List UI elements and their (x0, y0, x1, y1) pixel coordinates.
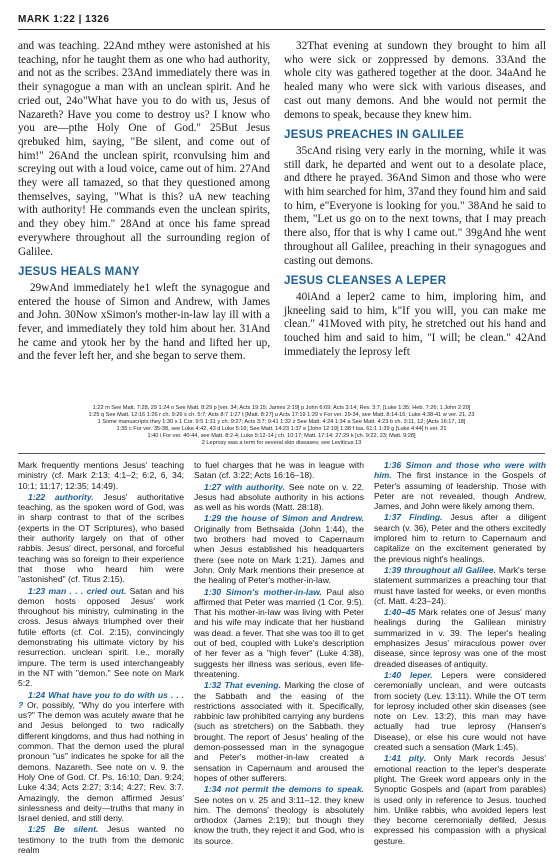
note-text: Jesus' authoritative teaching, as the spoken word of God, was in sharp contrast to that of the scribes (experts in the OT Scriptures), who based their authority largely on that of other rabbis. Jesus' direct, personal, and forceful teaching was so foreign to their experience that those who heard him were "astonished" (cf. Titus 2:15). (18, 491, 184, 585)
note-reference: 1:23 man . . . cried out. (28, 585, 127, 596)
note-text: Marking the close of the Sabbath and the easing of the restrictions associated with it. Specifically, rabbinic law prohibited carrying any burdens (such as stretchers) on the Sabbath. they brought. The report of Jesus' healing of the demon-possessed man in the synagogue and Peter's mother-in-law created a sensation in Capernaum and aroused the hopes of other sufferers. (194, 680, 364, 783)
note-text: Originally from Bethsaida (John 1:44), the two brothers had moved to Capernaum when Jesus established his headquarters there (see note on Mark 1:21). James and John. Only Mark mentions their presence at the healing of Peter's mother-in-law. (194, 523, 364, 586)
note-reference: 1:36 Simon and those who were with him. (374, 460, 546, 481)
study-note (18, 460, 184, 491)
note-reference: 1:39 throughout all Galilee. (384, 564, 496, 575)
study-note (18, 690, 184, 824)
note-reference: 1:40–45 (384, 607, 416, 618)
study-note (374, 512, 546, 563)
study-note (374, 670, 546, 752)
cross-reference-line: 1:40 i For ver. 40-44, see Matt. 8:2-4; Luke 5:12-14 j ch. 10:17; Matt. 17:14; 27:29 k [ch. 9:22, 23; Matt. 9:28] (147, 433, 416, 439)
study-note (374, 565, 546, 606)
note-reference: 1:22 authority. (28, 491, 94, 502)
study-notes-column-1 (18, 460, 184, 856)
study-note (194, 513, 364, 585)
cross-reference-line: 1 Some manuscripts they 1:30 x 1 Cor. 9:5 1:31 y ch. 9:27; Acts 3:7; 9:41 1:32 z See Matt. 4:24 1:34 a See Matt. 4:23 b ch. 3:11, 12; [Acts 16:17, 18] (97, 419, 466, 425)
note-reference: 1:27 with authority. (204, 481, 285, 492)
note-text: Paul also affirmed that Peter was married (1 Cor. 9:5). That his mother-in-law was living with Peter and his wife may indicate that her husband was dead. a fever. That she was too ill to get out of bed, coupled with Luke's description of her fever as a "high fever" (Luke 4:38), suggests her illness was serious, even life-threatening. (194, 586, 364, 679)
header-rule (18, 29, 545, 30)
cross-reference-line: 1:35 c For ver. 35-38, see Luke 4:42, 43 d Luke 5:16; See Matt. 14:23 1:37 e [John 12:19] 1:38 f Isa. 61:1 1:39 g [Luke 4:44] h ver. 21 (116, 426, 447, 432)
running-head: MARK 1:22 | 1326 (18, 14, 110, 25)
section-heading: JESUS CLEANSES A LEPER (284, 275, 447, 288)
study-note (194, 784, 364, 846)
cross-reference-line: 1:22 m See Matt. 7:28, 29 1:24 o See Matt. 8:29 p [ver. 34; Acts 19:15; James 2:19] p John 6:69; Acts 3:14; Rev. 3:7; [Luke 1:35; Heb. 7:26; 1 John 2:20] (92, 405, 471, 411)
note-text: Only Mark records Jesus' emotional reaction to the leper's desperate plight. The Greek word appears only in the Synoptic Gospels and (apart from parables) is used only in reference to Jesus. touched him. Unlike rabbis, who avoided lepers lest they become ceremonially defiled, Jesus expressed his compassion with a physical gesture. (374, 753, 546, 846)
section-heading: JESUS HEALS MANY (18, 266, 140, 279)
scripture-paragraph: 40iAnd a leper2 came to him, imploring him, and jkneeling said to him, k"If you will, you can make me clean." 41Moved with pity, he stretched out his hand and touched him and said to him, "I will; be clean." 42And immediately the leprosy left (284, 290, 546, 358)
scripture-paragraph: 35cAnd rising very early in the morning, while it was still dark, he departed and went out to a desolate place, and dthere he prayed. 36And Simon and those who were with him searched for him, 37and they found him and said to him, e"Everyone is looking for you." 38And he said to them, "Let us go on to the next towns, that I may preach there also, ffor that is why I came out." 39gAnd hhe went throughout all Galilee, preaching in their synagogues and casting out demons. (284, 144, 546, 267)
study-note (18, 492, 184, 585)
scripture-column-left (18, 40, 270, 364)
note-text: The first instance in the Gospels of Peter's assuming of leadership. Those with Peter are not revealed, though Andrew, James, and John were likely among them. (374, 470, 546, 512)
note-text: Jesus after a diligent search (v. 36), Peter and the others excitedly implored him to return to Capernaum and capitalize on the excitement generated by the previous night's healings. (374, 512, 546, 564)
note-reference: 1:30 Simon's mother-in-law. (204, 586, 322, 597)
study-note (374, 753, 546, 846)
note-text: to fuel charges that he was in league with Satan (cf. 3:22; Acts 16:16–18). (194, 460, 364, 481)
study-note (194, 587, 364, 680)
section-heading: JESUS PREACHES IN GALILEE (284, 129, 465, 142)
note-reference: 1:40 leper. (384, 669, 433, 680)
note-text: Jesus wanted no testimony to the truth from the demonic realm (18, 824, 184, 855)
scripture-paragraph: 29wAnd immediately he1 wleft the synagogue and entered the house of Simon and Andrew, with James and John. 30Now xSimon's mother-in-law lay ill with a fever, and immediately they told him about her. 31And he came and ytook her by the hand and lifted her up, and the fever left her, and she began to serve them. (18, 281, 270, 363)
cross-references (18, 405, 545, 447)
notes-rule (18, 453, 545, 454)
note-text: Lepers were considered ceremonially unclean, and were outcasts from society (Lev. 13:11). While the OT term for leprosy included other skin diseases (see note on Lev. 13:2), this man may have actually had true leprosy (Hansen's Disease), or else his cure would not have created such a sensation (Mark 1:45). (374, 669, 547, 753)
study-note (374, 607, 546, 669)
note-text: Mark relates one of Jesus' many healings during the Galilean ministry summarized in v. 39. The leper's healing emphasizes Jesus' miraculous power over disease, since leprosy was one of the most dreaded diseases of antiquity. (374, 607, 546, 669)
study-note (194, 482, 364, 513)
note-text: Mark's terse statement summarizes a preaching tour that must have lasted for weeks, or even months (cf. Matt. 4:23–24). (374, 564, 546, 606)
study-note (374, 460, 546, 511)
note-text: See note on v. 22. Jesus had absolute authority in his actions as well as his words (Matt. 28:18). (194, 481, 364, 513)
study-note (194, 680, 364, 783)
note-text: Satan and his demon hosts opposed Jesus' work throughout his ministry, culminating in the cross. Jesus always triumphed over their futile efforts (cf. Col. 2:15), convincingly demonstrating his ultimate victory by his resurrection. unclean spirit. I.e., morally impure. The term is used interchangeably in the NT with "demon." See note on Mark 5:2. (18, 585, 184, 689)
scripture-column-right (284, 40, 546, 359)
note-reference: 1:37 Finding. (384, 512, 443, 523)
note-reference: 1:41 pity. (384, 753, 427, 764)
scripture-paragraph: and was teaching. 22And mthey were astonished at his teaching, nfor he taught them as one who had authority, and not as the scribes. 23And immediately there was in their synagogue a man with an unclean spirit. And he cried out, 24o"What have you to do with us, Jesus of Nazareth? Have you come to destroy us? I know who you are—pthe Holy One of God." 25But Jesus qrebuked him, saying, "Be silent, and come out of him!" 26And the unclean spirit, rconvulsing him and screying out with a loud voice, came out of him. 27And they were all tamazed, so that they questioned among themselves, saying, "What is this? uA new teaching with authority! He commands even the unclean spirits, and they obey him." 28And at once his fame spread everywhere throughout all the surrounding region of Galilee. (18, 40, 270, 258)
note-text: Mark frequently mentions Jesus' teaching ministry (cf. Mark 2:13; 4:1–2; 6:2, 6, 34; 10:1; 11:17; 12:35; 14:49). (18, 460, 184, 491)
note-text: Or, possibly, "Why do you interfere with us?" The demon was acutely aware that he and Jesus belonged to two radically different kingdoms, and thus had nothing in common. That the demon used the plural pronoun "us" indicates he spoke for all the demons. Nazareth. See note on v. 9. the Holy One of God. Cf. Ps. 16:10; Dan. 9:24; Luke 4:34; Acts 2:27; 3:14; 4:27; Rev. 3:7. Amazingly, the demon affirmed Jesus' sinlessness and deity—truths that many in Israel denied, and still deny. (18, 699, 184, 824)
study-note (18, 586, 184, 689)
note-reference: 1:29 the house of Simon and Andrew. (204, 513, 364, 524)
study-notes-column-2 (194, 460, 364, 847)
note-reference: 1:32 That evening. (204, 680, 281, 691)
note-reference: 1:24 What have you to do with us . . . ? (18, 689, 184, 710)
note-reference: 1:25 Be silent. (28, 824, 99, 835)
study-notes-column-3 (374, 460, 546, 847)
scripture-paragraph: 32That evening at sundown they brought to him all who were sick or zoppressed by demons. 33And the whole city was gathered together at the door. 34aAnd he healed many who were sick with various diseases, and cast out many demons. And bhe would not permit the demons to speak, because they knew him. (284, 40, 546, 121)
study-note (194, 460, 364, 481)
cross-reference-line: 2 Leprosy was a term for several skin diseases; see Leviticus 13 (201, 440, 362, 446)
note-reference: 1:34 not permit the demons to speak. (204, 784, 364, 795)
cross-reference-line: 1:25 q See Matt. 12:16 1:26 r ch. 9:26 s ch. 5:7; Acts 8:7 1:27 t [Matt. 8:27] u Acts 17:19 1:29 v For ver. 29-34, see Matt. 8:14-16; Luke 4:38-41 w ver. 21, 23 (88, 412, 475, 418)
study-note (18, 824, 184, 855)
note-text: See notes on v. 25 and 3:11–12. they knew him. The demons' theology is absolutely orthodox (James 2:19); but though they know the truth, they reject it and God, who is its source. (194, 794, 364, 846)
